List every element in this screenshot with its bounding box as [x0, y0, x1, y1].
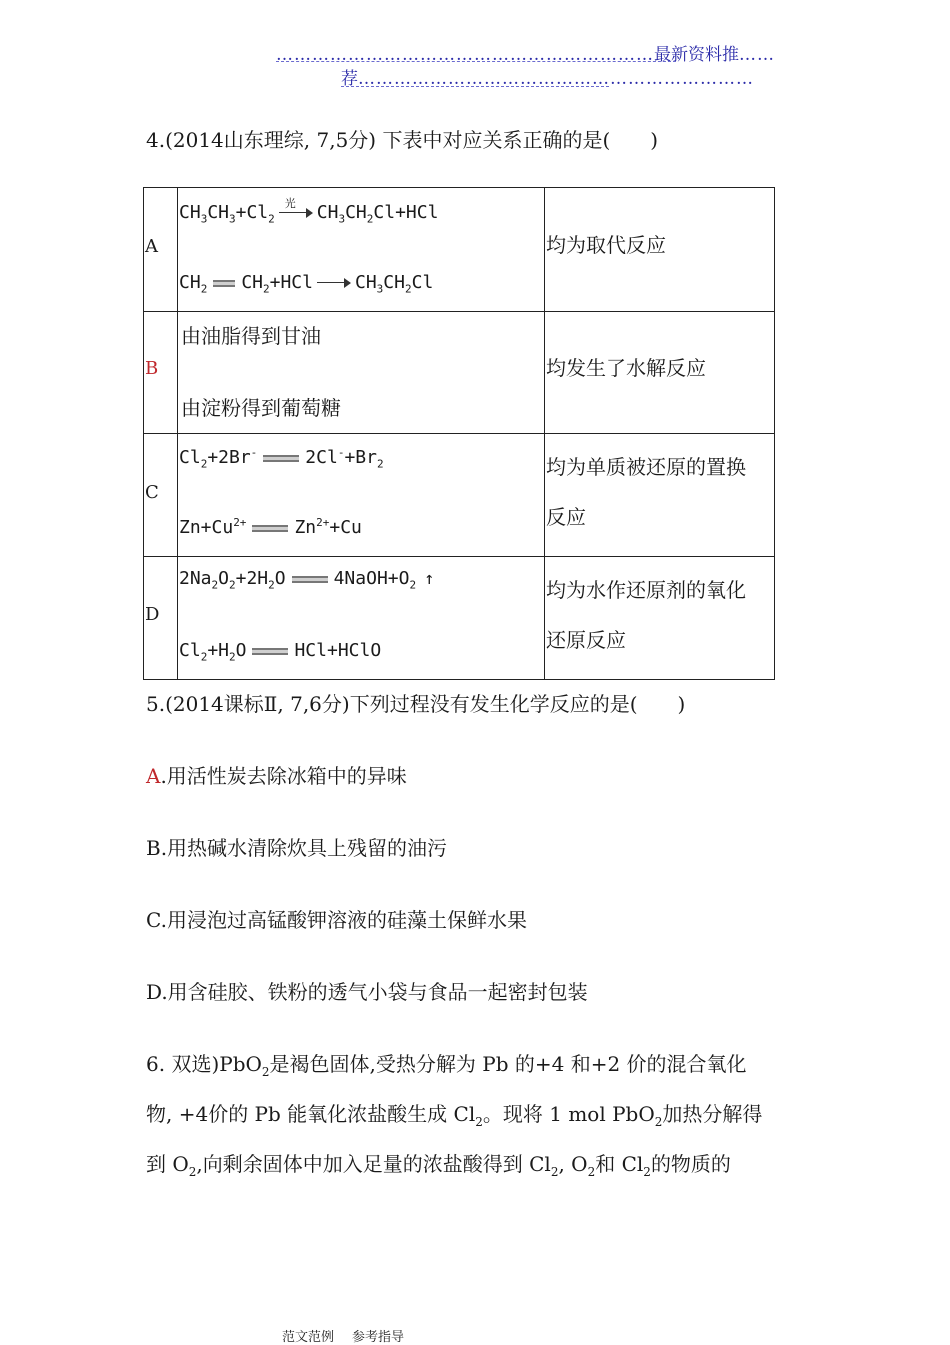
q6-text: 6. 双选)PbO [146, 1052, 262, 1076]
q6-subscript: 2 [475, 1115, 483, 1129]
eq-term: CH [207, 202, 229, 223]
eq-superscript: 2+ [316, 516, 330, 529]
eq-subscript: 2 [200, 457, 208, 471]
eq-subscript: 3 [376, 282, 384, 296]
q6-subscript: 2 [587, 1165, 596, 1179]
eq-subscript: 3 [229, 212, 236, 226]
question-6-line-3 [146, 1148, 731, 1179]
table-row-divider-1 [144, 311, 774, 312]
question-4-stem: 4.(2014山东理综, 7,5分) 下表中对应关系正确的是( ) [146, 128, 659, 152]
table-row-divider-3 [144, 556, 774, 557]
q6-subscript: 2 [188, 1165, 197, 1179]
q6-text: , O [558, 1152, 588, 1176]
row-label-d: D [145, 604, 160, 625]
eq-superscript: - [250, 446, 258, 459]
question-5-option-a [146, 760, 407, 789]
eq-term: Zn [294, 517, 317, 538]
question-6-line-2 [146, 1098, 762, 1129]
option-letter: C [146, 908, 161, 932]
eq-term: CH [316, 202, 339, 223]
reaction-arrow-icon [279, 197, 313, 218]
eq-subscript: 2 [200, 650, 208, 664]
eq-term: +HCl [269, 272, 313, 293]
eq-term: 2Cl [305, 447, 338, 468]
eq-subscript: 2 [228, 578, 236, 592]
equals-sign-icon [252, 648, 288, 655]
eq-subscript: 2 [268, 578, 275, 592]
double-bond-icon [213, 280, 235, 287]
eq-subscript: 3 [338, 212, 346, 226]
option-letter: B [146, 836, 161, 860]
question-5-stem: 5.(2014课标Ⅱ, 7,6分)下列过程没有发生化学反应的是( ) [146, 692, 686, 716]
eq-term: Cl [179, 447, 201, 468]
reaction-arrow-icon [317, 278, 351, 288]
equals-sign-icon [292, 576, 328, 583]
q6-subscript: 2 [550, 1165, 559, 1179]
question-6-line-1 [146, 1048, 747, 1079]
q6-text: 的物质的 [650, 1152, 731, 1176]
equals-sign-icon [252, 525, 288, 532]
eq-term: CH [179, 202, 201, 223]
row-label-b: B [145, 358, 159, 379]
q6-text: 物, +4价的 Pb 能氧化浓盐酸生成 Cl [146, 1102, 476, 1126]
eq-term: 4NaOH+O [333, 568, 410, 589]
q6-text: 是褐色固体,受热分解为 Pb 的+4 和+2 价的混合氧化 [269, 1052, 747, 1076]
question-4-table [143, 187, 775, 680]
option-text: .用浸泡过高锰酸钾溶液的硅藻土保鲜水果 [160, 908, 527, 932]
eq-subscript: 3 [200, 212, 208, 226]
row-b-text-2: 由淀粉得到葡萄糖 [181, 396, 341, 420]
eq-term: CH [241, 272, 263, 293]
q6-subscript: 2 [654, 1115, 663, 1129]
eq-term: +Cu [329, 517, 362, 538]
eq-term: O [218, 568, 229, 589]
option-text: .用含硅胶、铁粉的透气小袋与食品一起密封包装 [161, 980, 588, 1004]
q6-subscript: 2 [643, 1165, 651, 1179]
page-footer [282, 1326, 422, 1345]
row-c-equation-2 [179, 516, 362, 538]
row-d-equation-2 [179, 640, 381, 664]
q6-text: 和 Cl [595, 1152, 644, 1176]
q6-text: ,向剩余固体中加入足量的浓盐酸得到 Cl [196, 1152, 551, 1176]
eq-subscript: 2 [268, 212, 275, 226]
eq-term: +2Br [207, 447, 251, 468]
eq-term: +H [207, 640, 229, 661]
row-d-conclusion-1: 均为水作还原剂的氧化 [546, 578, 746, 602]
option-text: .用热碱水清除炊具上残留的油污 [160, 836, 448, 860]
eq-subscript: 2 [376, 457, 384, 471]
eq-subscript: 2 [263, 282, 270, 296]
eq-term: Cl+HCl [373, 202, 439, 223]
eq-subscript: 2 [229, 650, 236, 664]
footer-left-text: 范文范例 [282, 1330, 335, 1345]
header-dots-tail: …… [739, 45, 775, 65]
eq-term: HCl+HClO [294, 640, 382, 661]
row-d-equation-1 [179, 568, 434, 592]
eq-superscript: 2+ [233, 516, 247, 529]
eq-subscript: 2 [409, 578, 417, 592]
question-5-option-d [146, 976, 588, 1005]
eq-term: Zn+Cu [179, 517, 234, 538]
eq-term: +Br [344, 447, 377, 468]
row-label-a: A [145, 236, 158, 257]
gas-up-arrow-icon: ↑ [424, 569, 435, 589]
q6-subscript: 2 [261, 1065, 270, 1079]
eq-term: Cl [411, 272, 434, 293]
table-row-divider-2 [144, 433, 774, 434]
row-a-equation-1 [179, 197, 439, 226]
header-link-text[interactable]: 最新资料推 [654, 45, 739, 65]
row-c-conclusion-1: 均为单质被还原的置换 [546, 455, 746, 479]
row-label-c: C [145, 482, 159, 503]
arrow-condition-label: 光 [284, 197, 296, 210]
eq-term: O [235, 640, 247, 661]
question-5-option-c [146, 904, 527, 933]
eq-subscript: 2 [211, 578, 219, 592]
row-b-text-1: 由油脂得到甘油 [181, 324, 321, 348]
header-underline-2 [341, 86, 609, 87]
eq-term: 2Na [179, 568, 212, 589]
equals-sign-icon [263, 455, 299, 462]
q6-text: 到 O [146, 1152, 189, 1176]
header-dots-2: ………………………………………………………… [358, 69, 754, 89]
option-text: .用活性炭去除冰箱中的异味 [160, 764, 407, 788]
footer-right-text: 参考指导 [352, 1330, 405, 1345]
row-c-conclusion-2: 反应 [546, 505, 586, 529]
header-link-text-2[interactable]: 荐 [341, 69, 358, 89]
question-5-option-b [146, 832, 447, 861]
eq-term: +Cl [235, 202, 269, 223]
eq-term: CH [179, 272, 201, 293]
row-d-conclusion-2: 还原反应 [546, 628, 626, 652]
row-a-conclusion: 均为取代反应 [546, 233, 666, 257]
eq-term: CH [354, 272, 377, 293]
eq-subscript: 2 [366, 212, 374, 226]
eq-subscript: 2 [200, 282, 208, 296]
option-letter: D [146, 980, 162, 1004]
header-dots: ……………………………………………………… [276, 45, 654, 65]
eq-superscript: - [337, 446, 345, 459]
header-underline-1 [276, 61, 676, 62]
eq-subscript: 2 [404, 282, 412, 296]
eq-term: CH [345, 202, 367, 223]
q6-text: 加热分解得 [662, 1102, 763, 1126]
option-letter: A [146, 764, 161, 788]
row-c-equation-1 [179, 446, 384, 471]
q6-text: 。现将 1 mol PbO [482, 1102, 655, 1126]
row-b-conclusion: 均发生了水解反应 [546, 356, 706, 380]
eq-term: +2H [235, 568, 269, 589]
eq-term: Cl [179, 640, 201, 661]
eq-term: O [274, 568, 286, 589]
row-a-equation-2 [179, 272, 433, 296]
eq-term: CH [383, 272, 405, 293]
